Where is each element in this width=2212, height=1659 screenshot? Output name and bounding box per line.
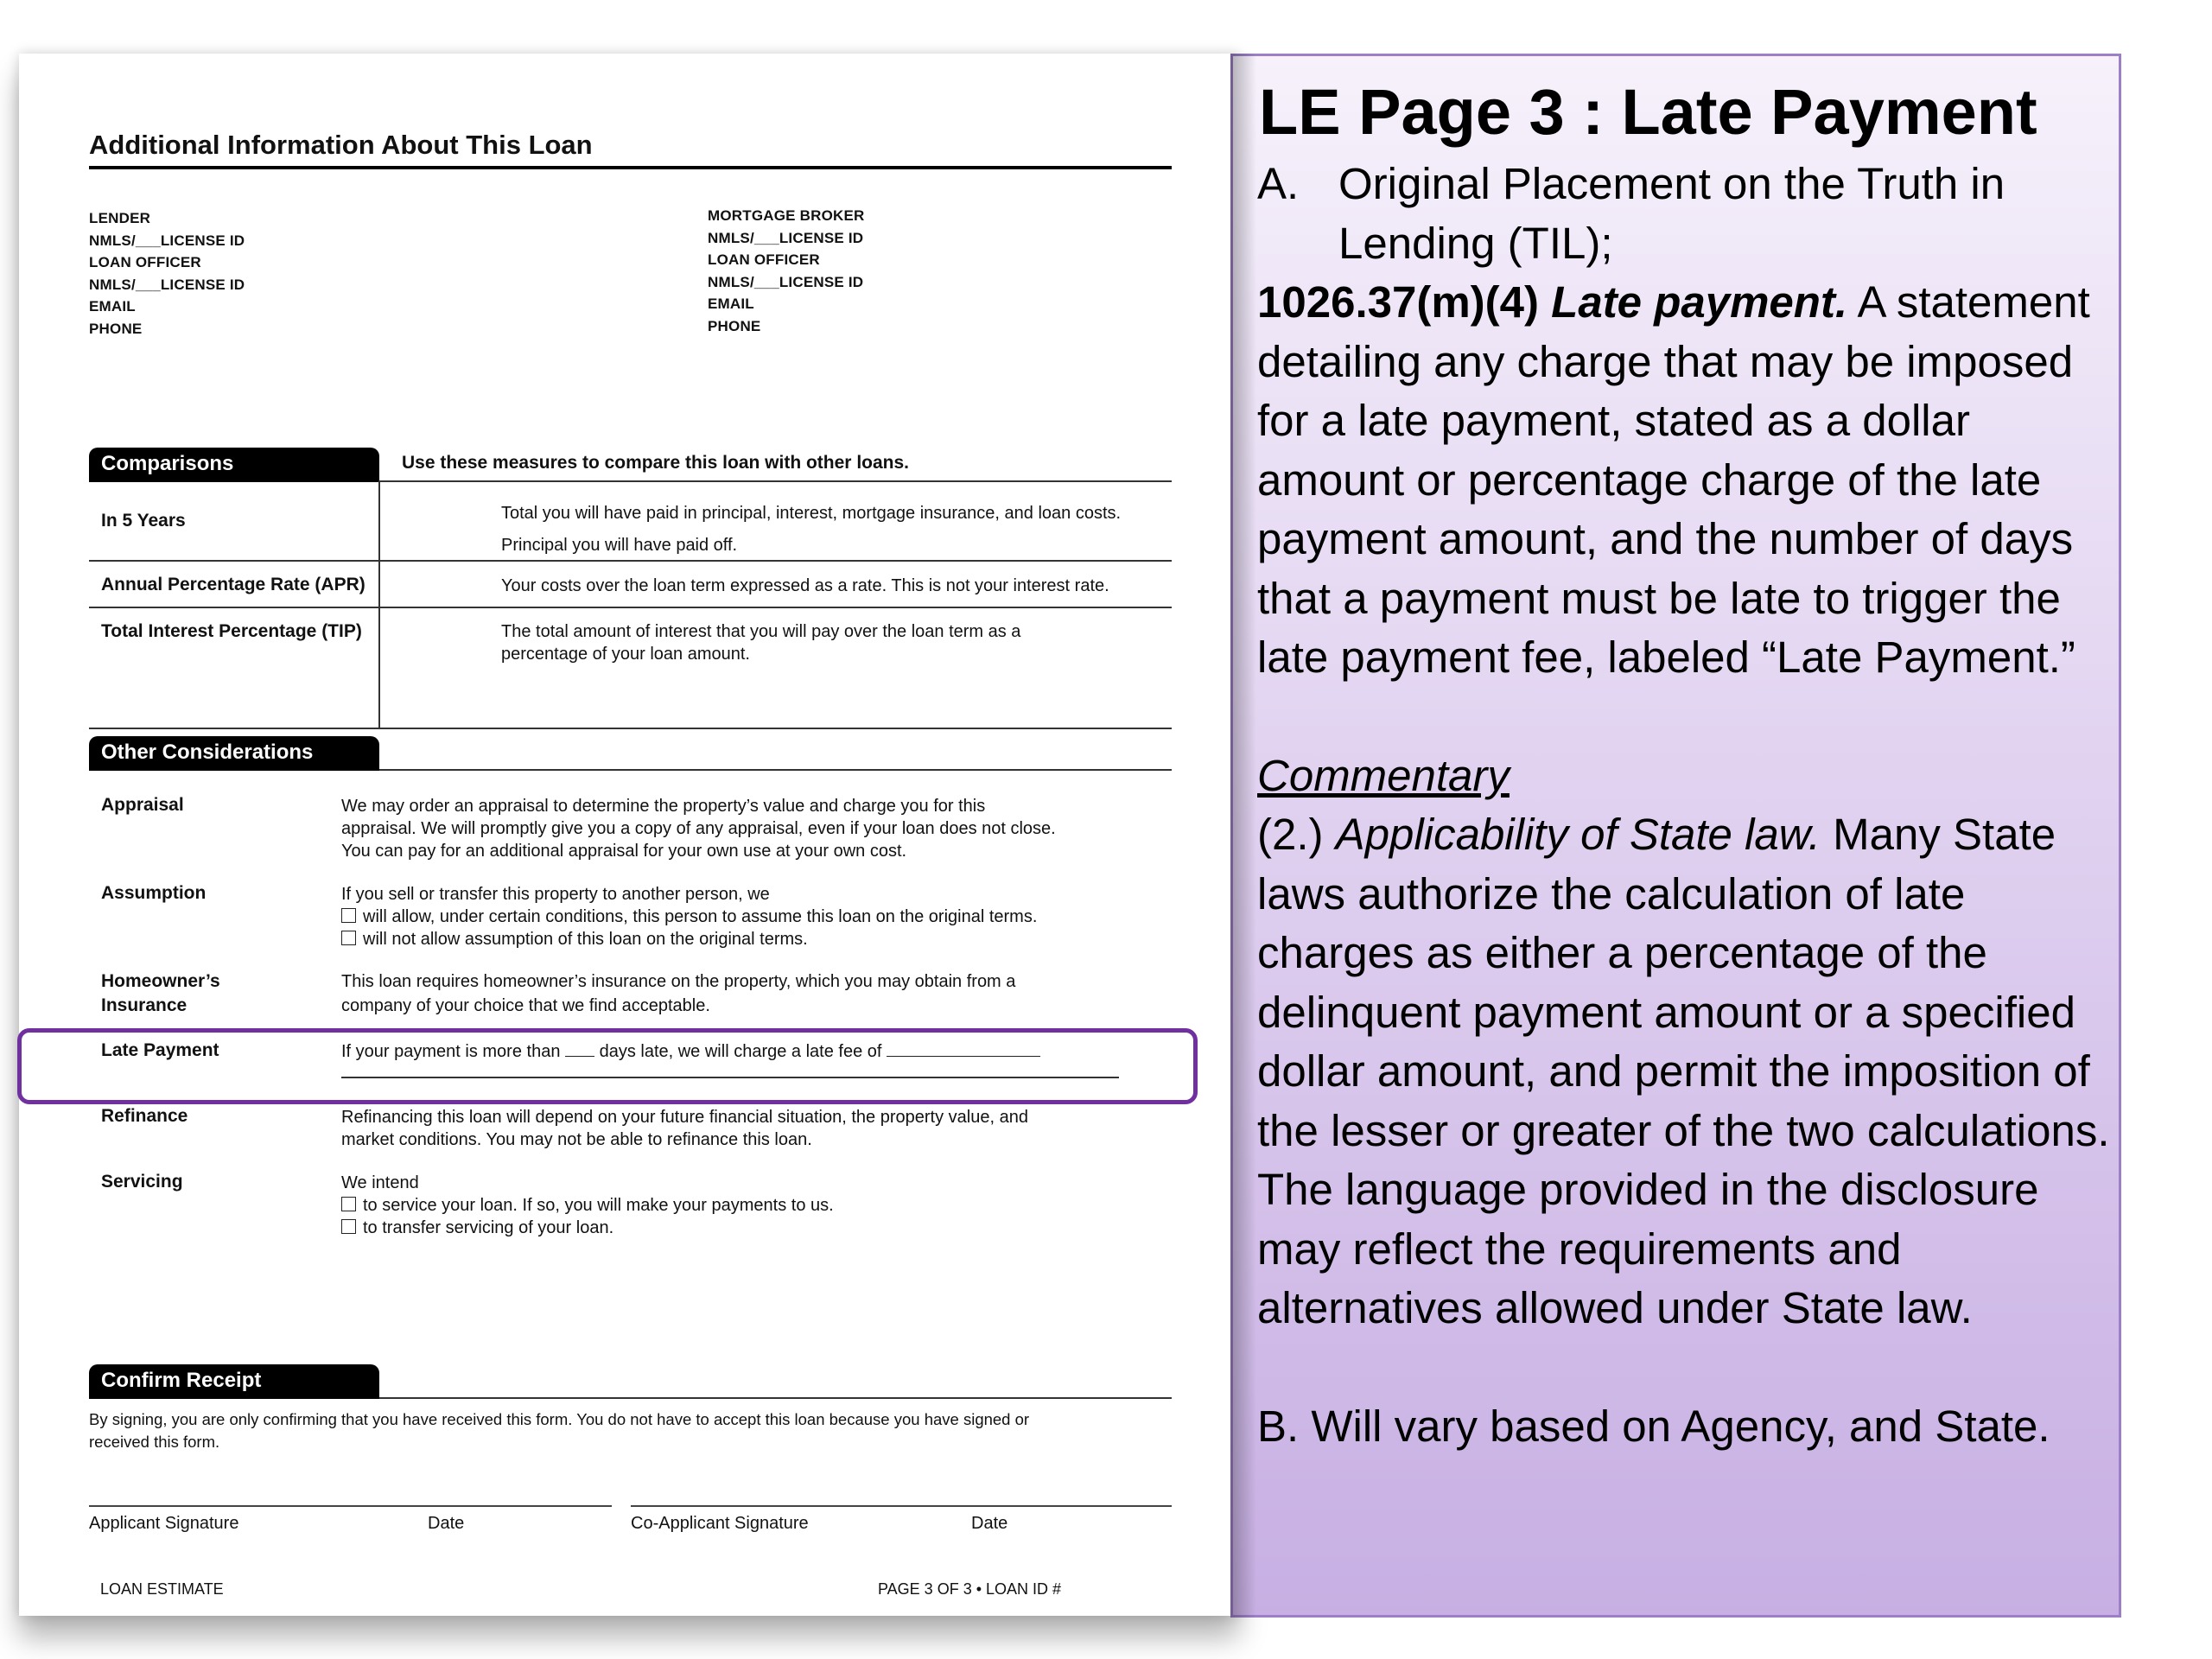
lender-loan-officer: LOAN OFFICER [89, 254, 201, 270]
broker-fields [708, 205, 865, 337]
appraisal-text [341, 795, 1056, 862]
other-considerations-tab: Other Considerations [89, 736, 379, 771]
comparisons-top-rule [379, 480, 1172, 482]
appraisal-line-2: appraisal. We will promptly give you a copy of any appraisal, even if your loan does not close. [341, 819, 1056, 838]
appraisal-line-1: We may order an appraisal to determine the property’s value and charge you for this [341, 797, 986, 816]
confirm-line-1: By signing, you are only confirming that you have received this form. You do not have to accept this loan because you have signed or [89, 1410, 1030, 1428]
in-5-years-text [501, 498, 1121, 562]
tip-line-2: percentage of your loan amount. [501, 645, 750, 664]
lender-email: EMAIL [89, 298, 136, 315]
regulation-title: Late payment. [1551, 277, 1848, 327]
commentary-number: (2.) [1257, 810, 1336, 859]
applicant-signature-line[interactable] [89, 1505, 612, 1507]
refinance-line-1: Refinancing this loan will depend on your future financial situation, the property value, and [341, 1108, 1028, 1127]
commentary-text: Many State laws authorize the calculation of late charges as either a percentage of the delinquent payment amount or a specified dollar amount, and permit the imposition of the lesser or greater of the two calculations. The language provided in the disclosure may reflect the requirements and alternatives allowed under State law. [1257, 810, 2110, 1332]
item-a-marker: A. [1257, 159, 1300, 208]
homeowners-label-line-2: Insurance [101, 995, 188, 1015]
transfer-option-text: to transfer servicing of your loan. [363, 1218, 614, 1237]
footer-loan-estimate: LOAN ESTIMATE [100, 1580, 224, 1598]
refinance-label: Refinance [101, 1106, 188, 1126]
in-5-years-label: In 5 Years [101, 511, 186, 531]
item-a [1257, 155, 2113, 273]
assumption-option-allow[interactable] [341, 906, 1037, 928]
late-payment-text-a: If your payment is more than [341, 1042, 561, 1061]
commentary-paragraph [1257, 805, 2113, 1338]
allow-option-text: will allow, under certain conditions, this person to assume this loan on the original terms. [363, 907, 1038, 926]
assumption-intro: If you sell or transfer this property to another person, we [341, 885, 770, 904]
servicing-intro: We intend [341, 1173, 419, 1192]
late-payment-label: Late Payment [101, 1040, 219, 1060]
tip-line-1: The total amount of interest that you will pay over the loan term as a [501, 622, 1021, 641]
broker-email: EMAIL [708, 296, 754, 312]
spacer-2 [1257, 1338, 2113, 1397]
comparisons-bottom-rule [89, 728, 1172, 729]
regulation-paragraph [1257, 273, 2113, 688]
allow-checkbox[interactable] [341, 908, 356, 923]
broker-officer-nmls: NMLS/___LICENSE ID [708, 273, 864, 290]
lender-label: LENDER [89, 210, 151, 226]
apr-label: Annual Percentage Rate (APR) [101, 575, 365, 594]
title-rule [89, 166, 1172, 169]
homeowners-line-1: This loan requires homeowner’s insurance on the property, which you may obtain from a [341, 972, 1016, 991]
assumption-label: Assumption [101, 883, 207, 903]
footer-page-number: PAGE 3 OF 3 • LOAN ID # [878, 1580, 1062, 1598]
tip-text [501, 620, 1020, 665]
panel-left-shadow [1230, 54, 1256, 1618]
late-payment-highlight [17, 1028, 1198, 1104]
applicant-signature-label: Applicant Signature [89, 1514, 239, 1533]
not-allow-option-text: will not allow assumption of this loan on the original terms. [363, 930, 808, 949]
refinance-text [341, 1106, 1028, 1151]
panel-body [1257, 155, 2113, 1456]
servicing-label: Servicing [101, 1172, 183, 1192]
servicing-option-service[interactable] [341, 1194, 834, 1217]
homeowners-line-2: company of your choice that we find acceptable. [341, 996, 710, 1015]
coapplicant-signature-line[interactable] [631, 1505, 1172, 1507]
not-allow-checkbox[interactable] [341, 931, 356, 945]
in-5-years-line-2: Principal you will have paid off. [501, 536, 738, 555]
tip-label: Total Interest Percentage (TIP) [101, 621, 362, 641]
confirm-receipt-rule [379, 1397, 1172, 1399]
apr-text: Your costs over the loan term expressed as a rate. This is not your interest rate. [501, 576, 1109, 595]
coapplicant-date-label: Date [971, 1514, 1008, 1533]
assumption-text [341, 883, 1037, 950]
explanation-panel [1230, 54, 2121, 1618]
lender-phone: PHONE [89, 320, 143, 337]
confirm-receipt-tab: Confirm Receipt [89, 1364, 379, 1399]
lender-fields [89, 207, 245, 340]
assumption-option-not-allow[interactable] [341, 928, 1037, 950]
in-5-years-line-1: Total you will have paid in principal, interest, mortgage insurance, and loan costs. [501, 504, 1122, 523]
regulation-cite: 1026.37(m)(4) [1257, 277, 1539, 327]
coapplicant-signature-label: Co-Applicant Signature [631, 1514, 809, 1533]
applicant-date-label: Date [428, 1514, 465, 1533]
lender-nmls: NMLS/___LICENSE ID [89, 232, 245, 249]
appraisal-label: Appraisal [101, 795, 184, 815]
servicing-text [341, 1172, 834, 1239]
comparisons-divider [378, 480, 380, 729]
panel-title: LE Page 3 : Late Payment [1259, 76, 2037, 148]
page-title: Additional Information About This Loan [89, 130, 593, 160]
item-a-text: Original Placement on the Truth in Lending (TIL); [1338, 159, 2005, 268]
commentary-heading [1257, 747, 2113, 806]
homeowners-insurance-text [341, 969, 1015, 1018]
homeowners-insurance-label [101, 969, 220, 1018]
refinance-line-2: market conditions. You may not be able to refinance this loan. [341, 1130, 812, 1149]
other-considerations-rule [379, 769, 1172, 771]
broker-phone: PHONE [708, 317, 761, 334]
comparisons-tab: Comparisons [89, 448, 379, 482]
item-b: B. Will vary based on Agency, and State. [1257, 1401, 2050, 1451]
servicing-option-transfer[interactable] [341, 1217, 834, 1239]
broker-loan-officer: LOAN OFFICER [708, 251, 820, 268]
confirm-receipt-text [89, 1408, 1029, 1453]
regulation-text: A statement detailing any charge that may be imposed for a late payment, stated as a dollar amount or percentage charge of the late payment amount, and the number of days that a payment must be late to trigger the late payment fee, labeled “Late Payment.” [1257, 277, 2090, 682]
appraisal-line-3: You can pay for an additional appraisal for your own use at your own cost. [341, 842, 907, 861]
broker-nmls: NMLS/___LICENSE ID [708, 229, 864, 246]
loan-estimate-page [19, 54, 1239, 1616]
commentary-title: Applicability of State law. [1335, 810, 1821, 859]
homeowners-label-line-1: Homeowner’s [101, 971, 220, 991]
confirm-line-2: received this form. [89, 1433, 220, 1451]
comparisons-rule-1 [89, 560, 1172, 562]
commentary-heading-text: Commentary [1257, 750, 1510, 800]
broker-label: MORTGAGE BROKER [708, 207, 865, 224]
transfer-checkbox[interactable] [341, 1219, 356, 1234]
lender-officer-nmls: NMLS/___LICENSE ID [89, 276, 245, 293]
comparisons-rule-2 [89, 607, 1172, 608]
service-checkbox[interactable] [341, 1197, 356, 1211]
spacer-1 [1257, 688, 2113, 747]
late-payment-text-b: days late, we will charge a late fee of [599, 1042, 882, 1061]
service-option-text: to service your loan. If so, you will make your payments to us. [363, 1196, 834, 1215]
comparisons-intro: Use these measures to compare this loan with other loans. [402, 453, 909, 473]
